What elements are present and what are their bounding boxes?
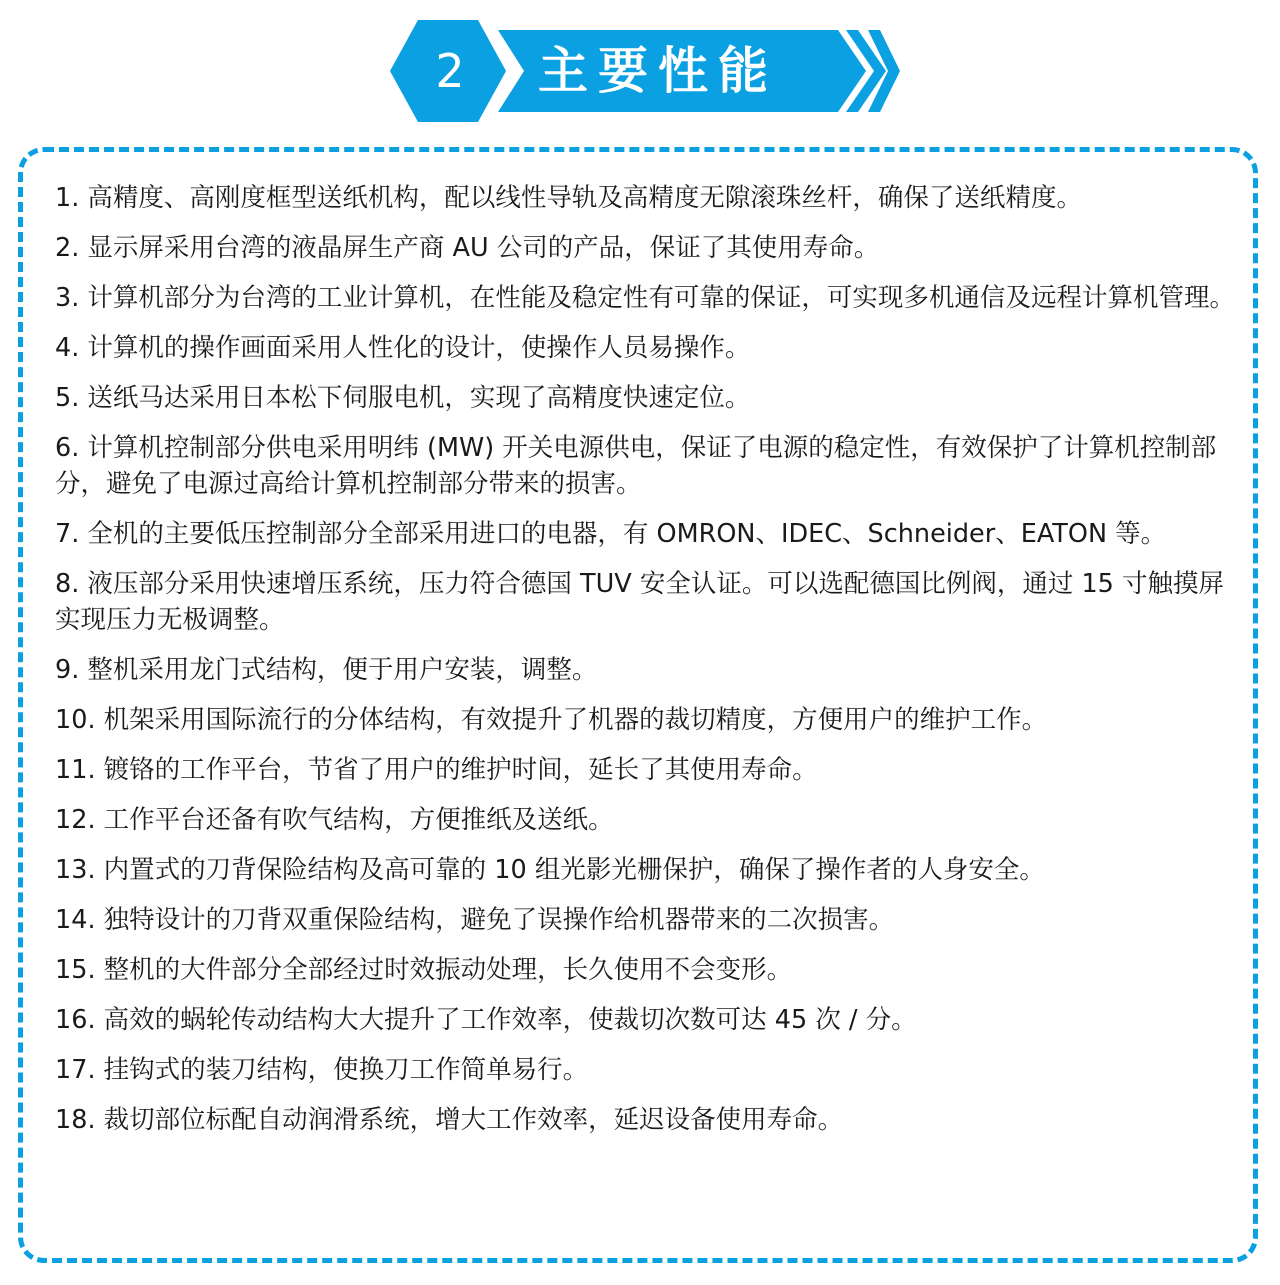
feature-item-4: 4. 计算机的操作画面采用人性化的设计，使操作人员易操作。 (55, 333, 751, 363)
feature-item-1: 1. 高精度、高刚度框型送纸机构，配以线性导轨及高精度无隙滚珠丝杆，确保了送纸精度。 (55, 183, 1082, 213)
feature-item-18: 18. 裁切部位标配自动润滑系统，增大工作效率，延迟设备使用寿命。 (55, 1105, 844, 1135)
feature-item-14: 14. 独特设计的刀背双重保险结构，避免了误操作给机器带来的二次损害。 (55, 905, 895, 935)
feature-item-8: 8. 液压部分采用快速增压系统，压力符合德国 TUV 安全认证。可以选配德国比例阀，通过 15 寸触摸屏实现压力无极调整。 (55, 569, 1224, 635)
section-number: 2 (435, 44, 465, 98)
feature-item-16: 16. 高效的蜗轮传动结构大大提升了工作效率，使裁切次数可达 45 次 / 分。 (55, 1005, 917, 1035)
feature-item-12: 12. 工作平台还备有吹气结构，方便推纸及送纸。 (55, 805, 614, 835)
feature-item-5: 5. 送纸马达采用日本松下伺服电机，实现了高精度快速定位。 (55, 383, 751, 413)
feature-item-11: 11. 镀铬的工作平台，节省了用户的维护时间，延长了其使用寿命。 (55, 755, 818, 785)
features-list (55, 180, 1235, 1152)
section-title: 主要性能 (538, 42, 778, 100)
feature-item-7: 7. 全机的主要低压控制部分全部采用进口的电器，有 OMRON、IDEC、Schneider、EATON 等。 (55, 519, 1167, 549)
feature-item-2: 2. 显示屏采用台湾的液晶屏生产商 AU 公司的产品，保证了其使用寿命。 (55, 233, 880, 263)
feature-item-3: 3. 计算机部分为台湾的工业计算机，在性能及稳定性有可靠的保证，可实现多机通信及远程计算机管理。 (55, 283, 1235, 313)
feature-item-17: 17. 挂钩式的装刀结构，使换刀工作简单易行。 (55, 1055, 589, 1085)
feature-item-13: 13. 内置式的刀背保险结构及高可靠的 10 组光影光栅保护，确保了操作者的人身安全。 (55, 855, 1045, 885)
section-header-banner (390, 18, 900, 124)
feature-item-10: 10. 机架采用国际流行的分体结构，有效提升了机器的裁切精度，方便用户的维护工作。 (55, 705, 1048, 735)
feature-item-9: 9. 整机采用龙门式结构，便于用户安装，调整。 (55, 655, 598, 685)
feature-item-15: 15. 整机的大件部分全部经过时效振动处理，长久使用不会变形。 (55, 955, 793, 985)
feature-item-6: 6. 计算机控制部分供电采用明纬 (MW) 开关电源供电，保证了电源的稳定性，有效保护了计算机控制部分，避免了电源过高给计算机控制部分带来的损害。 (55, 433, 1217, 499)
